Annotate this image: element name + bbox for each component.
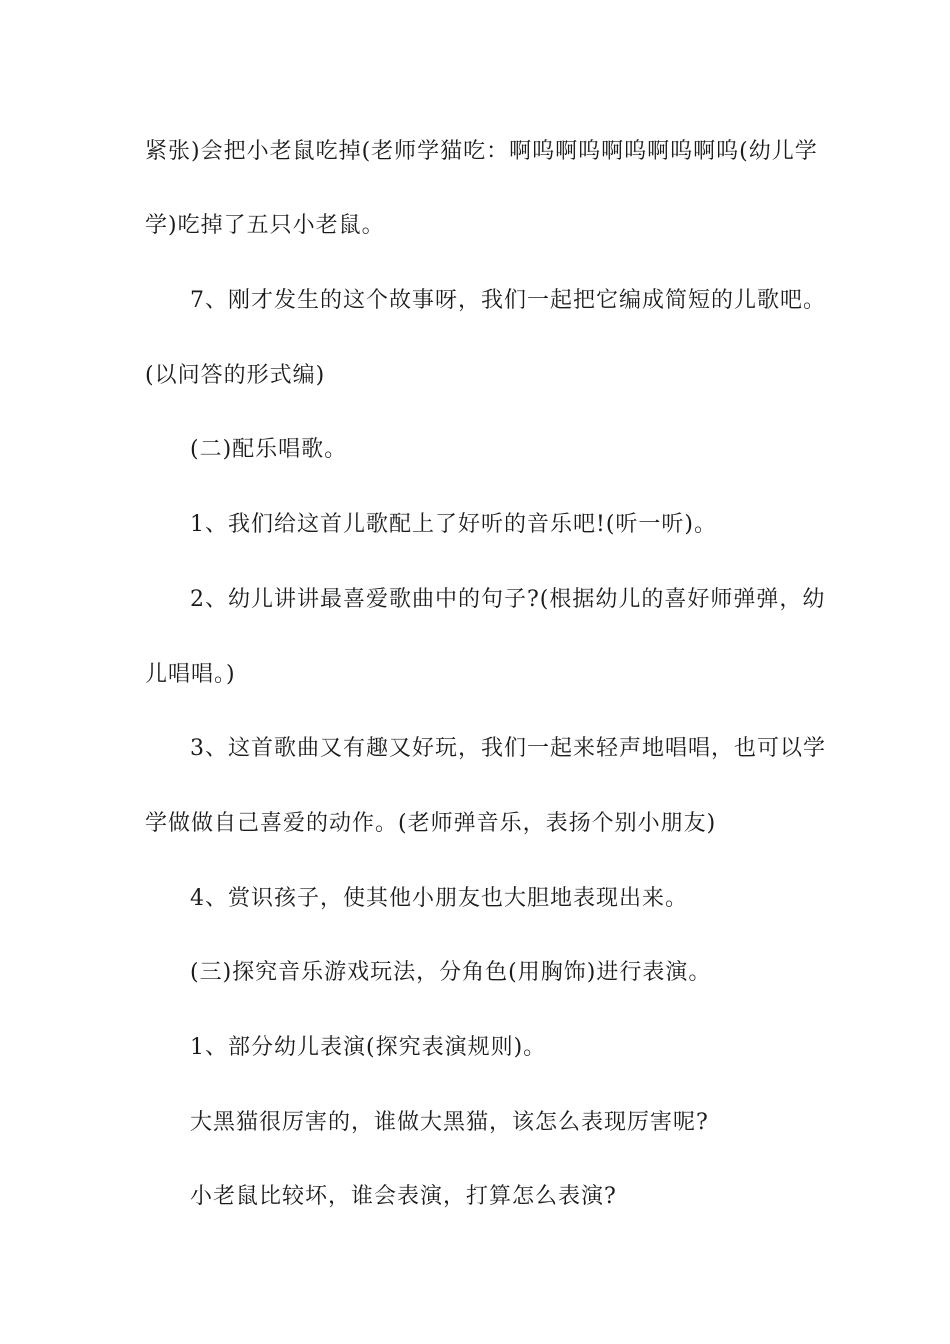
text-line: 学)吃掉了五只小老鼠。	[145, 213, 385, 238]
text-line: 紧张)会把小老鼠吃掉(老师学猫吃：啊呜啊呜啊呜啊呜啊呜(幼儿学	[145, 139, 818, 164]
text-line: 小老鼠比较坏，谁会表演，打算怎么表演?	[190, 1184, 617, 1209]
text-line: 大黑猫很厉害的，谁做大黑猫，该怎么表现厉害呢?	[190, 1110, 709, 1135]
text-line: 7、刚才发生的这个故事呀，我们一起把它编成简短的儿歌吧。	[190, 288, 826, 313]
section-heading: (三)探究音乐游戏玩法，分角色(用胸饰)进行表演。	[190, 960, 712, 985]
section-heading: (二)配乐唱歌。	[190, 437, 348, 462]
text-line: (以问答的形式编)	[145, 363, 326, 388]
text-line: 1、我们给这首儿歌配上了好听的音乐吧!(听一听)。	[190, 512, 718, 537]
text-line: 3、这首歌曲又有趣又好玩，我们一起来轻声地唱唱，也可以学	[190, 736, 826, 761]
text-line: 2、幼儿讲讲最喜爱歌曲中的句子?(根据幼儿的喜好师弹弹，幼	[190, 587, 826, 612]
text-line: 1、部分幼儿表演(探究表演规则)。	[190, 1035, 547, 1060]
text-line: 4、赏识孩子，使其他小朋友也大胆地表现出来。	[190, 886, 688, 911]
text-line: 学做做自己喜爱的动作。(老师弹音乐，表扬个别小朋友)	[145, 811, 717, 836]
text-line: 儿唱唱。)	[145, 662, 236, 687]
